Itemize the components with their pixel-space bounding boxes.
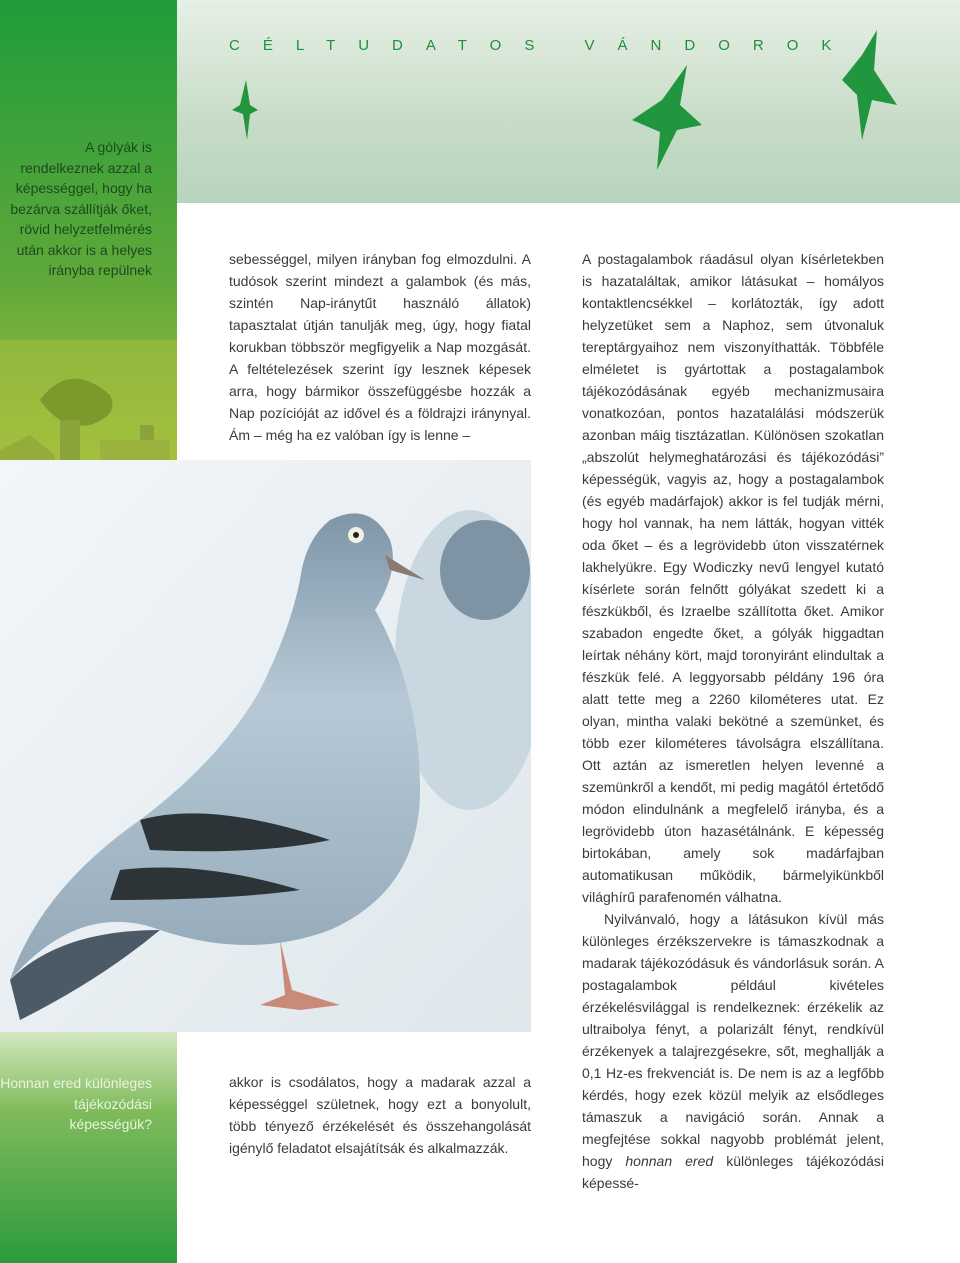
page-title: CÉLTUDATOS VÁNDOROK [229,37,855,54]
sidebar-bottom [0,1030,177,1263]
storks-illustration [177,0,960,203]
paragraph [582,908,884,1194]
body-text-right [582,248,884,1194]
stork-nest-illustration [0,340,177,480]
paragraph-text: Nyilvánvaló, hogy a látásukon kívül más különleges érzékszervekre is támaszkodnak a madarak tájékozódásuk és vándorlásuk során. A postagalambok például kivételes érzékelésvilággal is rendelkeznek: érzékelik az ultraibolya fényt, a polarizált fényt, rendkívül érzékenyek a talajrezgésekre, sőt, meghallják a 0,1 Hz-es frekvenciát is. De nem is az a legfőbb kérdés, hogy ezek közül melyik az elsődleges támaszuk a navigáció során. Annak a megfejtése sokkal nagyobb problémát jelent, hogy [582,911,884,1169]
body-text-middle-top [229,248,531,446]
stork-icon [232,80,258,140]
sidebar-caption-bottom: Honnan ered különleges tájékozódási képességük? [0,1075,152,1132]
stork-icon [632,65,702,170]
sky-banner [177,0,960,203]
paragraph-tail: különleges tájékozódási képessé- [582,1153,884,1191]
paragraph: A postagalambok ráadásul olyan kísérletekben is hazataláltak, amikor látásukat – homályos kontaktlencsékkel – korlátozták, így adott helyzetüket sem a Naphoz, sem útvonaluk tereptárgyaihoz nem viszonyíthatták. Többféle elméletet is gyártottak a postagalambok tájékozódásának egyéb mechanizmusaira vonatkozóan, pontos hazatalálási módszerük azonban máig tisztázatlan. Különösen szokatlan „abszolút helymeghatározási és tájékozódási” képességük, vagyis az, hogy a postagalambok (és egyéb madárfajok) akkor is fel tudják mérni, hogy hol vannak, ha nem látták, hogyan vitték oda őket – és a legrövidebb úton visszatérnek lakhelyükre. Egy Wodiczky nevű lengyel kutató kísérlete során felnőtt gólyákat szedett ki a fészkükből, és Izraelbe szállította őket. Amikor szabadon engedte őket, a gólyák higgadtan leírtak néhány kört, majd toronyiránt elindultak a fészkük felé. A leggyorsabb példány 196 óra alatt tette meg a 2260 kilométeres utat. Ez olyan, mintha valaki bekötné a szemünket, és több ezer kilométeres távolságra elszállítana. Ott aztán az ismeretlen helyen levenné a szemünkről a kendőt, mi pedig magától értetődő módon elindulnánk a megfelelő irányba, és a legrövidebb úton hazasétálnánk. E képesség birtokában, amely sok madárfajban automatikusan működik, bármelyikünkből világhírű parafenomén válhatna. [582,251,884,905]
body-text-middle-bottom [229,1071,531,1159]
paragraph: akkor is csodálatos, hogy a madarak azzal a képességgel születnek, hogy ezt a bonyolult, több tényező érzékelését és összehangolását igénylő feladatot elsajátítsák és alkalmazzák. [229,1074,531,1156]
sidebar-caption-top: A gólyák is rendelkeznek azzal a képességgel, hogy ha bezárva szállítják őket, rövid helyzetfelmérés után akkor is a helyes irányba repülnek [10,139,152,278]
pigeon-photo [0,460,531,1032]
paragraph: sebességgel, milyen irányban fog elmozdulni. A tudósok szerint mindezt a galambok (és más, szintén Nap-iránytűt használó állatok) tapasztalat útján tanulják meg, úgy, hogy fiatal korukban többször megfigyelik a Nap mozgását. A feltételezések szerint így lesznek képesek arra, hogy bármikor összefüggésbe hozzák a Nap pozícióját az idővel és a földrajzi iránynyal. Ám – még ha ez valóban így is lenne – [229,251,531,443]
emphasis-text: honnan ered [625,1153,714,1169]
